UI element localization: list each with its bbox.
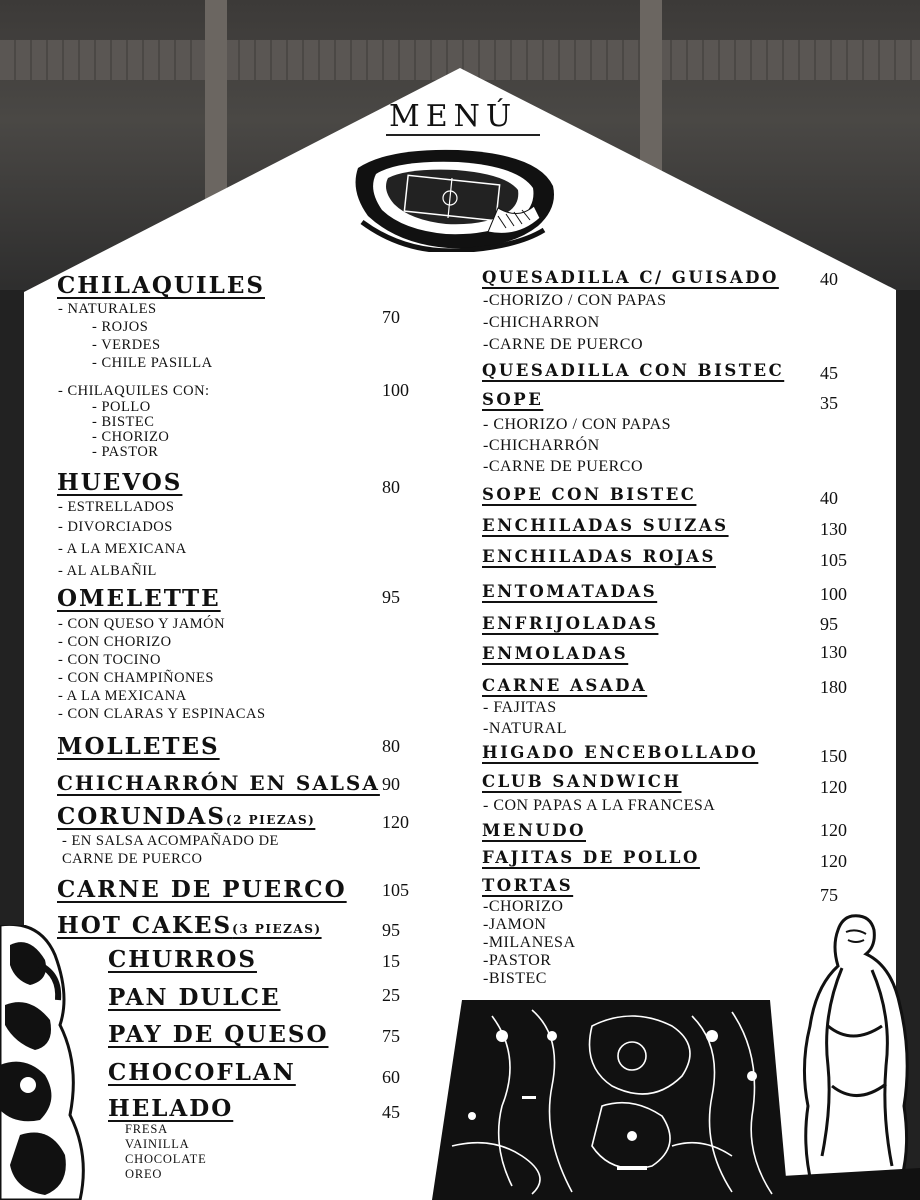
stone-idol-illustration: [0, 925, 95, 1200]
item-option: - CON CHORIZO: [58, 634, 172, 650]
item-name: CHILAQUILES: [57, 272, 265, 299]
menu-item-pan-dulce: [108, 984, 281, 1011]
item-note: (3 PIEZAS): [232, 922, 322, 936]
item-price: 60: [382, 1067, 400, 1087]
menu-item-higado: HIGADO ENCEBOLLADO: [482, 743, 759, 762]
menu-item-sope-bistec: SOPE CON BISTEC: [482, 485, 697, 504]
item-option: CARNE DE PUERCO: [62, 851, 203, 867]
item-option: - CHORIZO / CON PAPAS: [483, 416, 672, 433]
item-name: PAY DE QUESO: [108, 1021, 329, 1048]
item-option: - PASTOR: [92, 444, 159, 460]
menu-item-ench-suizas: ENCHILADAS SUIZAS: [482, 516, 729, 535]
item-option: - ESTRELLADOS: [58, 499, 175, 515]
item-price: 45: [820, 363, 838, 383]
item-name: MOLLETES: [57, 733, 220, 760]
item-option: - CHORIZO: [92, 429, 170, 445]
item-option: - CON CLARAS Y ESPINACAS: [58, 706, 266, 722]
menu-item-omelette: [57, 585, 221, 612]
item-option: - EN SALSA ACOMPAÑADO DE: [62, 833, 279, 849]
menu-item-enfrijoladas: ENFRIJOLADAS: [482, 614, 659, 633]
item-option: - BISTEC: [92, 414, 155, 430]
flavor-item: CHOCOLATE: [125, 1152, 207, 1166]
menu-item-quesadilla-guisado: QUESADILLA C/ GUISADO: [482, 268, 779, 287]
menu-item-carne-asada: CARNE ASADA: [482, 676, 648, 695]
item-option: -CHORIZO / CON PAPAS: [483, 292, 667, 309]
item-price: 100: [820, 584, 847, 604]
item-price: 120: [382, 812, 409, 832]
item-option: -PASTOR: [483, 952, 552, 969]
item-option: -CHICHARRÓN: [483, 437, 600, 454]
statue-illustration: [782, 906, 920, 1200]
item-price: 75: [820, 885, 838, 905]
flavor-item: OREO: [125, 1167, 163, 1181]
item-option: - NATURALES: [58, 301, 157, 317]
item-option: - AL ALBAÑIL: [58, 563, 157, 579]
item-option: - CON TOCINO: [58, 652, 161, 668]
item-price: 120: [820, 851, 847, 871]
menu-item-menudo: MENUDO: [482, 821, 586, 840]
menu-item-corundas: [57, 803, 315, 830]
item-price: 105: [820, 550, 847, 570]
item-price: 95: [382, 587, 400, 607]
item-name: CHICHARRÓN EN SALSA: [57, 771, 380, 795]
item-price: 40: [820, 269, 838, 289]
stadium-illustration: [348, 146, 560, 252]
item-option: - ROJOS: [92, 319, 149, 335]
item-option: - FAJITAS: [483, 699, 557, 716]
menu-item-huevos: [57, 469, 182, 496]
helado-flavors: [125, 1122, 207, 1182]
flavor-item: FRESA: [125, 1122, 168, 1136]
item-price: 130: [820, 519, 847, 539]
menu-item-fajitas-pollo: FAJITAS DE POLLO: [482, 848, 700, 867]
item-price: 75: [382, 1026, 400, 1046]
menu-item-helado: [108, 1095, 233, 1122]
item-option: -CARNE DE PUERCO: [483, 336, 644, 353]
item-name: CHURROS: [108, 946, 257, 973]
item-price: 80: [382, 736, 400, 756]
item-option: -JAMON: [483, 916, 547, 933]
item-price: 105: [382, 880, 409, 900]
item-option: - CON QUESO Y JAMÓN: [58, 616, 226, 632]
item-option: -NATURAL: [483, 720, 567, 737]
item-name: CORUNDAS: [57, 803, 226, 830]
item-name: PAN DULCE: [108, 984, 281, 1011]
item-option: - CON PAPAS A LA FRANCESA: [483, 797, 716, 814]
item-price: 95: [820, 614, 838, 634]
item-option: - CHILAQUILES CON:: [58, 383, 210, 399]
item-option: - POLLO: [92, 399, 151, 415]
item-price: 120: [820, 777, 847, 797]
item-name: OMELETTE: [57, 585, 221, 612]
item-price: 100: [382, 380, 409, 400]
item-option: -CHORIZO: [483, 898, 564, 915]
menu-item-quesadilla-bistec: QUESADILLA CON BISTEC: [482, 361, 785, 380]
item-note: (2 PIEZAS): [225, 813, 316, 827]
item-option: - A LA MEXICANA: [58, 688, 187, 704]
item-price: 130: [820, 642, 847, 662]
item-price: 90: [382, 774, 400, 794]
item-price: 45: [382, 1102, 400, 1122]
menu-item-chocoflan: [108, 1059, 296, 1086]
menu-item-ench-rojas: ENCHILADAS ROJAS: [482, 547, 716, 566]
item-option: - DIVORCIADOS: [58, 519, 173, 535]
menu-title: MENÚ: [389, 99, 518, 134]
menu-item-carne-puerco: [57, 876, 347, 903]
menu-item-chicharron: [57, 771, 380, 795]
menu-item-sope: SOPE: [482, 390, 544, 409]
item-price: 40: [820, 488, 838, 508]
item-price: 35: [820, 393, 838, 413]
menu-item-entomatadas: ENTOMATADAS: [482, 582, 658, 601]
item-name: CHOCOFLAN: [108, 1059, 296, 1086]
item-name: CARNE DE PUERCO: [57, 876, 347, 903]
menu-item-churros: [108, 946, 257, 973]
item-option: -CARNE DE PUERCO: [483, 458, 644, 475]
item-name: HOT CAKES: [57, 912, 233, 939]
item-price: 25: [382, 985, 400, 1005]
item-name: HELADO: [108, 1095, 234, 1122]
menu-item-enmoladas: ENMOLADAS: [482, 644, 629, 663]
item-price: 70: [382, 307, 400, 327]
item-option: -CHICHARRON: [483, 314, 600, 331]
menu-item-club-sandwich: CLUB SANDWICH: [482, 772, 682, 791]
item-option: - CHILE PASILLA: [92, 355, 213, 371]
item-name: HUEVOS: [57, 469, 183, 496]
item-price: 95: [382, 920, 400, 940]
item-price: 150: [820, 746, 847, 766]
item-option: -BISTEC: [483, 970, 547, 987]
mural-illustration: [432, 996, 792, 1200]
menu-item-tortas: TORTAS: [482, 876, 574, 895]
item-price: 120: [820, 820, 847, 840]
menu-item-molletes: [57, 733, 220, 760]
item-option: - CON CHAMPIÑONES: [58, 670, 214, 686]
item-price: 80: [382, 477, 400, 497]
item-price: 15: [382, 951, 400, 971]
title-underline: [386, 134, 540, 136]
item-price: 180: [820, 677, 847, 697]
flavor-item: VAINILLA: [125, 1137, 190, 1151]
item-option: -MILANESA: [483, 934, 576, 951]
menu-item-chilaquiles: [57, 272, 265, 299]
menu-item-hot-cakes: [57, 912, 322, 939]
item-option: - A LA MEXICANA: [58, 541, 187, 557]
item-option: - VERDES: [92, 337, 161, 353]
menu-item-pay-queso: [108, 1021, 329, 1048]
